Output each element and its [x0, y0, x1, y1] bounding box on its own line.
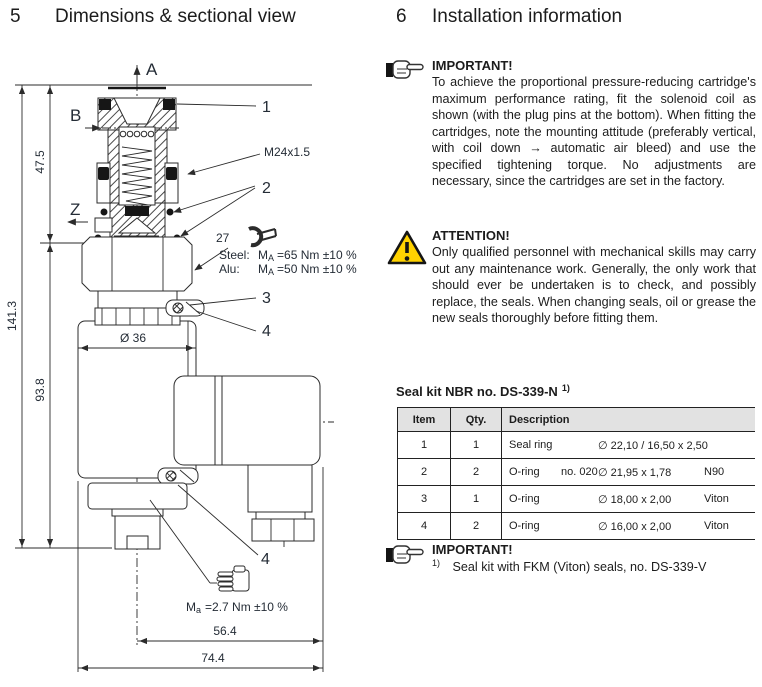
- dim-lower-height: 93.8: [33, 378, 47, 402]
- plug: [125, 206, 149, 216]
- part-size: ∅ 16,00 x 2,00: [598, 520, 672, 533]
- sectional-view-drawing: [0, 55, 385, 687]
- important1-body: To achieve the proportional pressure-reducing cartridge's maximum performance rating, fit the solenoid coil as shown (with the plug pins at the bottom). When fitting the cartridges, note the mounting attitude (preferably vertical, with coil down → automatic air bleed) and use the specified tightening torque. No adjustments are necessary, since the cartridges are set in the factory.: [432, 75, 756, 188]
- oring-item2-right: [166, 167, 177, 180]
- view-label-a: A: [146, 60, 158, 79]
- thread-label: M24x1.5: [264, 145, 311, 159]
- warning-triangle-icon: [386, 229, 428, 267]
- wrench-size: 27: [216, 231, 230, 245]
- dim-width-outer: 74.4: [201, 651, 225, 665]
- part-name: O-ring: [509, 466, 540, 478]
- view-label-z: Z: [70, 200, 81, 219]
- armature-balls: [120, 131, 154, 137]
- seal-kit-title: [396, 384, 570, 399]
- hand-icon: [217, 566, 249, 591]
- attention-title: ATTENTION!: [432, 228, 510, 243]
- item-label-4: 4: [262, 323, 271, 340]
- view-label-b: B: [70, 106, 82, 125]
- part-name: Seal ring: [509, 439, 553, 451]
- dim-width-inner: 56.4: [213, 624, 237, 638]
- part-name: O-ring: [509, 520, 540, 532]
- part-material: Viton: [704, 520, 729, 532]
- cell-item: 2: [398, 459, 451, 485]
- left-section-title: Dimensions & sectional view: [55, 6, 296, 27]
- cell-qty: 2: [451, 459, 502, 485]
- oring-item2-left: [98, 167, 109, 180]
- bottom-flange: [88, 483, 187, 549]
- seal-kit-title-footnote-marker: 1): [561, 382, 570, 393]
- important2-title: IMPORTANT!: [432, 542, 513, 557]
- item-label-2: 2: [262, 180, 271, 197]
- dim-total-height: 141.3: [5, 300, 19, 332]
- hand-torque: Ma =2.7 Nm ±10 %: [186, 600, 288, 615]
- manicule-icon: [386, 543, 424, 567]
- table-row: [398, 459, 755, 486]
- part-note: no. 020: [561, 466, 598, 478]
- cell-description: [502, 432, 755, 458]
- cell-description: [502, 486, 755, 512]
- cell-item: 4: [398, 513, 451, 539]
- table-row: [398, 486, 755, 513]
- seal-item1-left: [99, 99, 111, 110]
- cell-item: 3: [398, 486, 451, 512]
- cell-description: [502, 459, 755, 485]
- seal-kit-title-text: Seal kit NBR no. DS-339-N: [396, 384, 558, 399]
- cartridge-section: [82, 88, 192, 308]
- part-material: Viton: [704, 493, 729, 505]
- seal-kit-table: [397, 407, 755, 540]
- item-label-3: 3: [262, 290, 271, 307]
- cell-item: 1: [398, 432, 451, 458]
- item-label-1: 1: [262, 99, 271, 116]
- table-row: [398, 513, 755, 540]
- wrench-icon: [249, 228, 276, 245]
- col-header-item: Item: [398, 408, 451, 431]
- attention-body: Only qualified personnel with mechanical skills may carry out any maintenance work. Generally, the only work that should ever be undertaken is to check, and possibly replace, the seals. When changing seals, oil or grease the new seals thoroughly before fitting them.: [432, 245, 756, 325]
- table-header-row: [398, 408, 755, 432]
- right-section-title: Installation information: [432, 6, 623, 27]
- item-label-4b: 4: [261, 551, 270, 568]
- cell-qty: 1: [451, 486, 502, 512]
- connector-plug: [174, 376, 320, 541]
- footnote: [432, 557, 707, 574]
- cell-qty: 1: [451, 432, 502, 458]
- col-header-description: Description: [509, 413, 570, 426]
- hex-flats: [82, 237, 192, 291]
- right-section-number: 6: [396, 6, 407, 27]
- seal-detail-bottom: [158, 468, 198, 484]
- part-size: ∅ 21,95 x 1,78: [598, 466, 672, 479]
- footnote-marker: 1): [432, 557, 441, 568]
- cell-qty: 2: [451, 513, 502, 539]
- col-header-qty: Qty.: [451, 408, 502, 431]
- dim-upper-height: 47.5: [33, 150, 47, 174]
- torque-alu: Alu: MA =50 Nm ±10 %: [219, 262, 357, 277]
- part-size: ∅ 18,00 x 2,00: [598, 493, 672, 506]
- cell-description: [502, 513, 755, 539]
- seal-item1-right: [163, 99, 175, 110]
- manicule-icon: [386, 58, 424, 82]
- footnote-text: Seal kit with FKM (Viton) seals, no. DS-339-V: [452, 560, 707, 574]
- part-name: O-ring: [509, 493, 540, 505]
- seal-detail-top: [166, 300, 204, 316]
- dim-diameter: Ø 36: [120, 331, 147, 345]
- part-size: ∅ 22,10 / 16,50 x 2,50: [598, 439, 708, 452]
- torque-steel: Steel: MA =65 Nm ±10 %: [219, 248, 357, 263]
- z-port: [95, 218, 112, 232]
- table-row: [398, 432, 755, 459]
- part-material: N90: [704, 466, 725, 478]
- left-section-number: 5: [10, 6, 21, 27]
- important1-title: IMPORTANT!: [432, 58, 513, 73]
